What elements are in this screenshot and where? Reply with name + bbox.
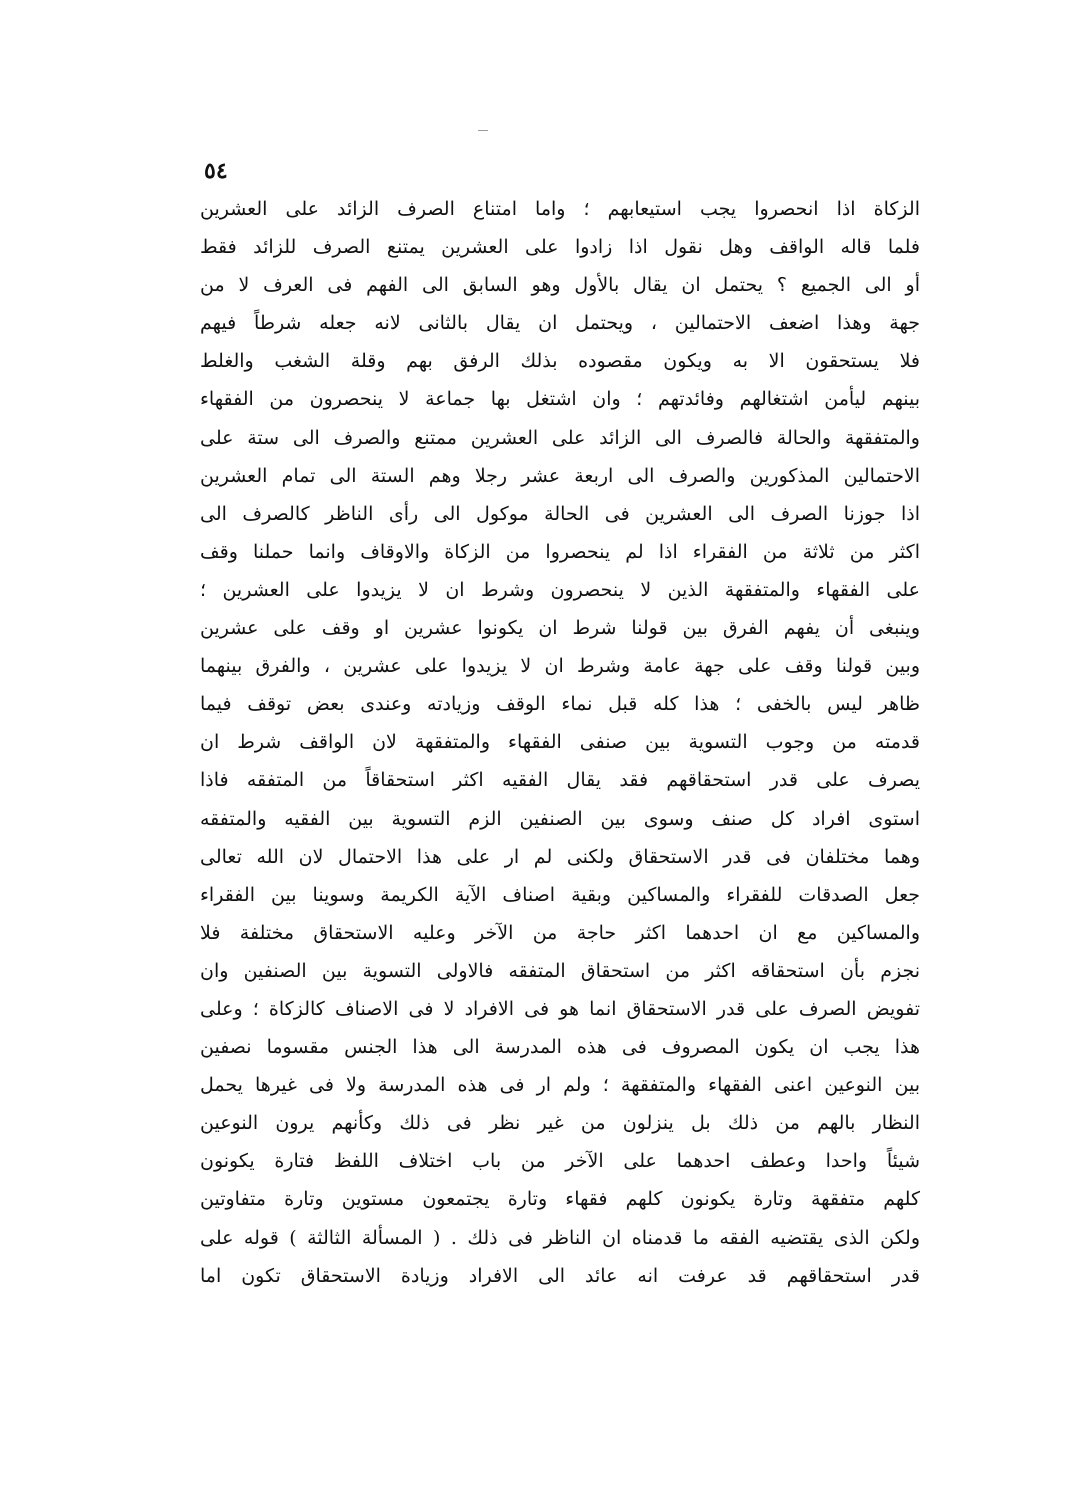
text-line: كلهم متفقهة وتارة يكونون كلهم فقهاء وتارة يجتمعون مستوين وتارة متفاوتين — [200, 1188, 920, 1211]
text-line: قدمته من وجوب التسوية بين صنفى الفقهاء والمتفقهة لان الواقف شرط ان — [200, 731, 920, 754]
text-line: استوى افراد كل صنف وسوى بين الصنفين الزم التسوية بين الفقيه والمتفقه — [200, 807, 920, 830]
body-text — [200, 190, 920, 1295]
text-line: والمتفقهة والحالة فالصرف الى الزائد على العشرين ممتنع والصرف الى ستة على — [200, 426, 920, 449]
text-line: اذا جوزنا الصرف الى العشرين فى الحالة موكول الى رأى الناظر كالصرف الى — [200, 502, 920, 525]
scan-mark — [478, 130, 488, 131]
text-line: فلما قاله الواقف وهل نقول اذا زادوا على العشرين يمتنع الصرف للزائد فقط — [200, 236, 920, 259]
text-line: ولكن الذى يقتضيه الفقه ما قدمناه ان الناظر فى ذلك . ( المسألة الثالثة ) قوله على — [200, 1226, 920, 1249]
text-line: اكثر من ثلاثة من الفقراء اذا لم ينحصروا من الزكاة والاوقاف وانما حملنا وقف — [200, 540, 920, 563]
text-line: بينهم ليأمن اشتغالهم وفائدتهم ؛ وان اشتغل بها جماعة لا ينحصرون من الفقهاء — [200, 388, 920, 411]
text-line: جعل الصدقات للفقراء والمساكين وبقية اصناف الآية الكريمة وسوينا بين الفقراء — [200, 883, 920, 906]
text-line: النظار بالهم من ذلك بل ينزلون من غير نظر فى ذلك وكأنهم يرون النوعين — [200, 1112, 920, 1135]
text-line: وهما مختلفان فى قدر الاستحقاق ولكنى لم ار على هذا الاحتمال لان الله تعالى — [200, 845, 920, 868]
page-number: ٥٤ — [204, 158, 228, 184]
text-line: أو الى الجميع ؟ يحتمل ان يقال بالأول وهو السابق الى الفهم فى العرف لا من — [200, 274, 920, 297]
text-line: والمساكين مع ان احدهما اكثر حاجة من الآخر وعليه الاستحقاق مختلفة فلا — [200, 921, 920, 944]
text-line: نجزم بأن استحقاقه اكثر من استحقاق المتفقه فالاولى التسوية بين الصنفين وان — [200, 959, 920, 982]
text-line: فلا يستحقون الا به ويكون مقصوده بذلك الرفق بهم وقلة الشغب والغلط — [200, 350, 920, 373]
text-line: يصرف على قدر استحقاقهم فقد يقال الفقيه اكثر استحقاقاً من المتفقه فاذا — [200, 769, 920, 792]
text-line: شيئاً واحدا وعطف احدهما على الآخر من باب اختلاف اللفظ فتارة يكونون — [200, 1150, 920, 1173]
text-line: الزكاة اذا انحصروا يجب استيعابهم ؛ واما امتناع الصرف الزائد على العشرين — [200, 198, 920, 220]
text-line: الاحتمالين المذكورين والصرف الى اربعة عشر رجلا وهم الستة الى تمام العشرين — [200, 464, 920, 487]
text-line: قدر استحقاقهم قد عرفت انه عائد الى الافراد وزيادة الاستحقاق تكون اما — [200, 1264, 920, 1287]
text-line: ظاهر ليس بالخفى ؛ هذا كله قبل نماء الوقف وزيادته وعندى بعض توقف فيما — [200, 693, 920, 716]
text-line: جهة وهذا اضعف الاحتمالين ، ويحتمل ان يقال بالثانى لانه جعله شرطاً فيهم — [200, 312, 920, 335]
text-line: هذا يجب ان يكون المصروف فى هذه المدرسة الى هذا الجنس مقسوما نصفين — [200, 1036, 920, 1059]
text-line: تفويض الصرف على قدر الاستحقاق انما هو فى الافراد لا فى الاصناف كالزكاة ؛ وعلى — [200, 997, 920, 1020]
text-line: بين النوعين اعنى الفقهاء والمتفقهة ؛ ولم ار فى هذه المدرسة ولا فى غيرها يحمل — [200, 1074, 920, 1097]
text-line: وينبغى أن يفهم الفرق بين قولنا شرط ان يكونوا عشرين او وقف على عشرين — [200, 617, 920, 640]
text-line: وبين قولنا وقف على جهة عامة وشرط ان لا يزيدوا على عشرين ، والفرق بينهما — [200, 655, 920, 678]
text-line: على الفقهاء والمتفقهة الذين لا ينحصرون وشرط ان لا يزيدوا على العشرين ؛ — [200, 578, 920, 601]
